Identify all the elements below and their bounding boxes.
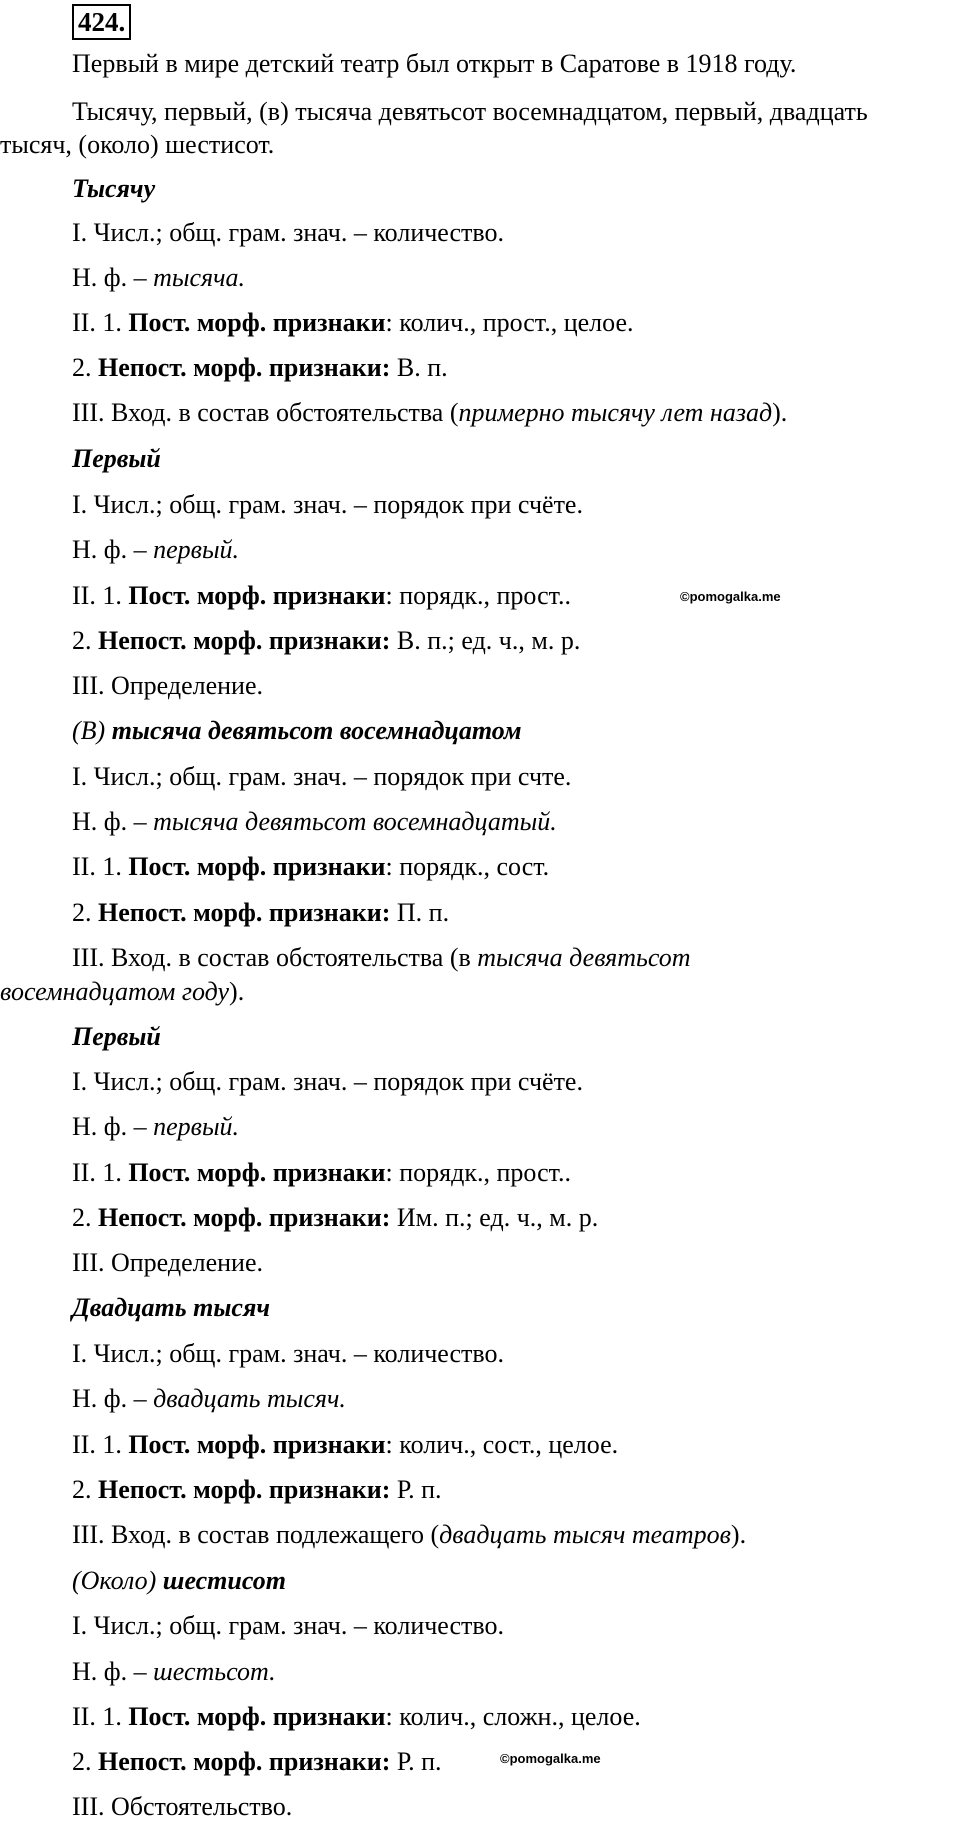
syntactic-role-line: III. Вход. в состав обстоятельства (в тысяча девятьсот xyxy=(72,943,691,972)
normal-form-line: Н. ф. – тысяча. xyxy=(72,263,246,292)
normal-form-line: Н. ф. – первый. xyxy=(72,1112,240,1141)
section-heading: Первый xyxy=(72,444,161,473)
normal-form-line: Н. ф. – первый. xyxy=(72,535,240,564)
normal-form-line: Н. ф. – тысяча девятьсот восемнадцатый. xyxy=(72,807,557,836)
task-number-box: 424. xyxy=(72,4,131,40)
syntactic-role-line: III. Вход. в состав обстоятельства (примерно тысячу лет назад). xyxy=(72,398,788,427)
section-heading: (В) тысяча девятьсот восемнадцатом xyxy=(72,716,522,745)
variable-features-line: 2. Непост. морф. признаки: Р. п. xyxy=(72,1747,442,1776)
section-heading: Тысячу xyxy=(72,174,156,203)
watermark-text: ©pomogalka.me xyxy=(680,589,781,604)
syntactic-role-line: III. Определение. xyxy=(72,1248,264,1277)
syntactic-role-line: III. Определение. xyxy=(72,671,264,700)
variable-features-line: 2. Непост. морф. признаки: П. п. xyxy=(72,898,450,927)
word-list-line-2: тысяч, (около) шестисот. xyxy=(0,130,275,159)
permanent-features-line: II. 1. Пост. морф. признаки: порядк., прост.. xyxy=(72,1158,572,1187)
part-of-speech-line: I. Числ.; общ. грам. знач. – порядок при счте. xyxy=(72,762,572,791)
section-heading: Двадцать тысяч xyxy=(72,1293,271,1322)
permanent-features-line: II. 1. Пост. морф. признаки: колич., прост., целое. xyxy=(72,308,634,337)
normal-form-line: Н. ф. – двадцать тысяч. xyxy=(72,1384,346,1413)
section-heading: (Около) шестисот xyxy=(72,1566,286,1595)
part-of-speech-line: I. Числ.; общ. грам. знач. – количество. xyxy=(72,1339,504,1368)
permanent-features-line: II. 1. Пост. морф. признаки: порядк., прост.. xyxy=(72,581,572,610)
permanent-features-line: II. 1. Пост. морф. признаки: колич., сложн., целое. xyxy=(72,1702,641,1731)
watermark-text: ©pomogalka.me xyxy=(500,1751,601,1766)
variable-features-line: 2. Непост. морф. признаки: Р. п. xyxy=(72,1475,442,1504)
syntactic-role-line: III. Вход. в состав подлежащего (двадцать тысяч театров). xyxy=(72,1520,747,1549)
part-of-speech-line: I. Числ.; общ. грам. знач. – порядок при счёте. xyxy=(72,1067,583,1096)
syntactic-role-line: III. Обстоятельство. xyxy=(72,1792,293,1821)
permanent-features-line: II. 1. Пост. морф. признаки: порядк., сост. xyxy=(72,852,550,881)
part-of-speech-line: I. Числ.; общ. грам. знач. – порядок при счёте. xyxy=(72,490,583,519)
permanent-features-line: II. 1. Пост. морф. признаки: колич., сост., целое. xyxy=(72,1430,619,1459)
word-list-line-1: Тысячу, первый, (в) тысяча девятьсот восемнадцатом, первый, двадцать xyxy=(72,97,868,126)
intro-sentence: Первый в мире детский театр был открыт в Саратове в 1918 году. xyxy=(72,49,797,78)
syntactic-role-line-continued: восемнадцатом году). xyxy=(0,977,245,1006)
part-of-speech-line: I. Числ.; общ. грам. знач. – количество. xyxy=(72,1611,504,1640)
variable-features-line: 2. Непост. морф. признаки: В. п. xyxy=(72,353,448,382)
variable-features-line: 2. Непост. морф. признаки: В. п.; ед. ч., м. р. xyxy=(72,626,581,655)
variable-features-line: 2. Непост. морф. признаки: Им. п.; ед. ч., м. р. xyxy=(72,1203,599,1232)
normal-form-line: Н. ф. – шестьсот. xyxy=(72,1657,276,1686)
part-of-speech-line: I. Числ.; общ. грам. знач. – количество. xyxy=(72,218,504,247)
section-heading: Первый xyxy=(72,1022,161,1051)
